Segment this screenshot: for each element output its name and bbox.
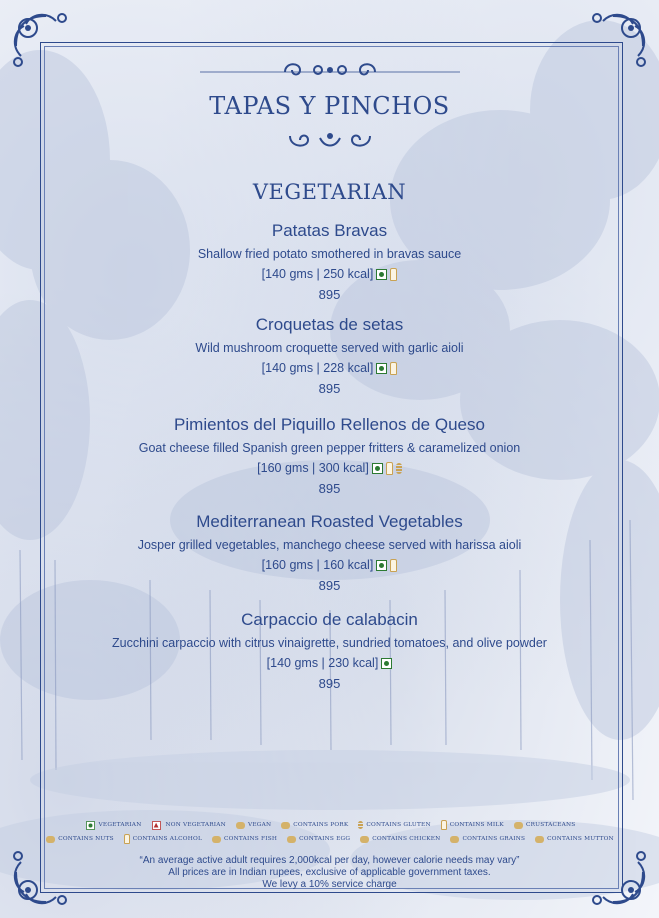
menu-item [0, 609, 659, 695]
legend-item [124, 834, 202, 844]
legend-label: NON VEGETARIAN [165, 822, 226, 828]
legend-item [358, 821, 430, 829]
legend-label: CONTAINS MILK [449, 822, 504, 828]
item-meta [0, 358, 659, 378]
vegetarian-icon [376, 269, 387, 280]
tax-note: All prices are in Indian rupees, exclusive of applicable government taxes. [168, 867, 491, 878]
legend-row [70, 818, 590, 832]
legend-label: CONTAINS GLUTEN [366, 822, 431, 828]
legend-label: CONTAINS EGG [299, 836, 351, 842]
gluten-icon [358, 821, 363, 829]
vegetarian-icon [86, 821, 95, 830]
legend-label: CONTAINS NUTS [58, 836, 114, 842]
alcohol-icon [124, 834, 130, 844]
item-name: Carpaccio de calabacin [241, 610, 418, 629]
milk-icon [390, 268, 397, 281]
item-portion: [140 gms | 228 kcal] [261, 361, 374, 375]
item-description: Zucchini carpaccio with citrus vinaigrette, sundried tomatoes, and olive powder [112, 636, 547, 650]
legend-label: VEGAN [247, 822, 272, 828]
fish-icon [212, 836, 221, 843]
legend-label: CONTAINS GRAINS [462, 836, 526, 842]
legend-label: CONTAINS PORK [293, 822, 349, 828]
vegetarian-icon [372, 463, 383, 474]
legend-label: CONTAINS CHICKEN [372, 836, 441, 842]
item-price: 895 [318, 676, 341, 691]
legend-item [85, 820, 142, 831]
title-flourish-top-icon [200, 58, 460, 82]
menu-item [0, 220, 659, 306]
item-description: Goat cheese filled Spanish green pepper fritters & caramelized onion [138, 441, 521, 455]
vegan-icon [236, 822, 245, 829]
legend-item [441, 820, 504, 830]
item-name: Croquetas de setas [255, 315, 404, 334]
item-meta [0, 555, 659, 575]
nuts-icon [46, 836, 55, 843]
item-description: Shallow fried potato smothered in bravas sauce [197, 247, 462, 261]
milk-icon [390, 362, 397, 375]
legend-item [236, 822, 271, 829]
item-portion: [140 gms | 230 kcal] [266, 656, 379, 670]
menu-item [0, 511, 659, 597]
legend-row [58, 832, 614, 846]
mutton-icon [535, 836, 544, 843]
legend-item [360, 836, 440, 843]
menu-item [0, 414, 659, 500]
dietary-legend [58, 818, 614, 846]
legend-item [535, 836, 614, 843]
milk-icon [441, 820, 447, 830]
egg-icon [287, 836, 296, 843]
item-meta [0, 653, 659, 673]
item-description: Wild mushroom croquette served with garlic aioli [195, 341, 464, 355]
legend-label: CRUSTACEANS [525, 822, 576, 828]
milk-icon [386, 462, 393, 475]
item-portion: [160 gms | 160 kcal] [261, 558, 374, 572]
legend-item [287, 836, 350, 843]
pork-icon [281, 822, 290, 829]
vegetarian-icon [376, 560, 387, 571]
title-flourish-bottom-icon [230, 128, 430, 154]
item-price: 895 [318, 287, 341, 302]
item-name: Mediterranean Roasted Vegetables [196, 512, 463, 531]
item-price: 895 [318, 481, 341, 496]
item-portion: [140 gms | 250 kcal] [261, 267, 374, 281]
legend-item [212, 836, 277, 843]
non-vegetarian-icon [153, 821, 162, 830]
item-meta [0, 264, 659, 284]
corner-ornament-icon [583, 6, 653, 76]
vegetarian-icon [376, 363, 387, 374]
milk-icon [390, 559, 397, 572]
crustacean-icon [514, 822, 523, 829]
legend-item [46, 836, 114, 843]
page-title: TAPAS Y PINCHOS [209, 92, 450, 120]
legend-label: CONTAINS FISH [224, 836, 278, 842]
calorie-note: “An average active adult requires 2,000kcal per day, however calorie needs may vary” [139, 855, 520, 866]
vegetarian-icon [381, 658, 392, 669]
legend-item [450, 836, 525, 843]
item-meta [0, 458, 659, 478]
section-heading: VEGETARIAN [252, 180, 407, 204]
item-name: Pimientos del Piquillo Rellenos de Queso [174, 415, 485, 434]
corner-ornament-icon [6, 6, 76, 76]
item-price: 895 [318, 578, 341, 593]
legend-item [151, 820, 225, 831]
item-price: 895 [318, 381, 341, 396]
legend-label: VEGETARIAN [98, 822, 142, 828]
gluten-icon [396, 463, 402, 474]
footer-notes [0, 855, 659, 891]
grains-icon [450, 836, 459, 843]
legend-label: CONTAINS ALCOHOL [132, 836, 203, 842]
item-portion: [160 gms | 300 kcal] [257, 461, 369, 475]
item-name: Patatas Bravas [271, 221, 388, 240]
legend-item [281, 822, 348, 829]
legend-item [514, 822, 576, 829]
chicken-icon [360, 836, 369, 843]
menu-item [0, 314, 659, 400]
item-description: Josper grilled vegetables, manchego cheese served with harissa aioli [137, 538, 522, 552]
service-charge-note: We levy a 10% service charge [262, 879, 397, 890]
legend-label: CONTAINS MUTTON [547, 836, 614, 842]
